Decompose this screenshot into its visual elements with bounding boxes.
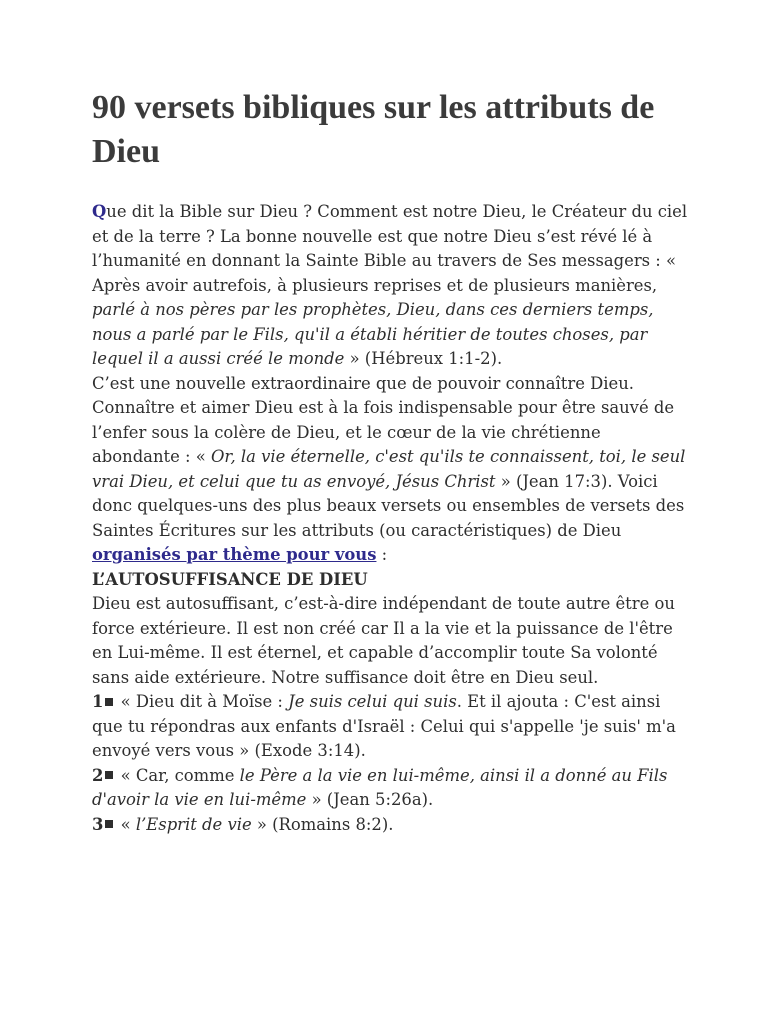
verse-post: » (Jean 5:26a).	[306, 790, 434, 809]
verse-number: 2	[92, 765, 104, 785]
verse-number: 3	[92, 814, 104, 834]
drop-cap: Q	[92, 202, 107, 221]
intro-text: ue dit la Bible sur Dieu ? Comment est notre Dieu, le Créateur du ciel et de la terre ? La bonne nouvelle est que notre Dieu s’est révé lé à l’humanité en donnant la Sainte Bible au travers de Ses messagers : « Après avoir autrefois, à plusieurs reprises et de plusieurs manières,	[92, 202, 688, 295]
black-square-icon	[105, 698, 113, 706]
second-quote: Or, la vie éternelle, c'est qu'ils te connaissent, toi, le seul vrai Dieu, et celui que tu as envoyé, Jésus Christ	[92, 447, 686, 491]
page-title: 90 versets bibliques sur les attributs de Dieu	[92, 89, 655, 170]
themes-link[interactable]: organisés par thème pour vous	[92, 545, 377, 564]
intro-reference: » (Hébreux 1:1-2).	[344, 349, 503, 368]
verse-pre: « Car, comme	[115, 765, 240, 785]
second-text: C’est une nouvelle extraordinaire que de pouvoir connaître Dieu. Connaître et aimer Dieu est à la fois indispensable pour être sauvé de l’enfer sous la colère de Dieu, et le cœur de la vie chrétienne abondante : «	[92, 373, 675, 466]
verse-number: 1	[92, 692, 104, 711]
intro-paragraph	[92, 200, 692, 372]
verse-item	[92, 813, 692, 838]
verse-quote: Je suis celui qui suis	[288, 692, 457, 711]
second-paragraph	[92, 372, 692, 568]
black-square-icon	[105, 820, 113, 828]
verse-item	[92, 764, 692, 813]
section-intro: Dieu est autosuffisant, c’est-à-dire indépendant de toute autre être ou force extérieure. Il est non créé car Il a la vie et la puissance de l'être en Lui-même. Il est éternel, et capable d’accomplir toute Sa volonté sans aide extérieure. Notre suffisance doit être en Dieu seul.	[92, 594, 675, 687]
verse-pre: «	[115, 814, 136, 834]
intro-quote: parlé à nos pères par les prophètes, Dieu, dans ces derniers temps, nous a parlé par le Fils, qu'il a établi héritier de toutes choses, par lequel il a aussi créé le monde	[92, 300, 654, 368]
verse-pre: « Dieu dit à Moïse :	[115, 692, 289, 711]
verse-quote: l’Esprit de vie	[135, 814, 252, 834]
second-colon: :	[376, 545, 388, 564]
section-heading: L’AUTOSUFFISANCE DE DIEU	[92, 569, 368, 589]
verse-item	[92, 690, 692, 764]
verse-post: . Et il ajouta : C'est ainsi que tu répondras aux enfants d'Israël : Celui qui s'appelle 'je suis' m'a envoyé vers vous » (Exode 3:14).	[92, 692, 676, 760]
verse-quote: le Père a la vie en lui-même, ainsi il a donné au Fils d'avoir la vie en lui-même	[92, 765, 668, 809]
verse-post: » (Romains 8:2).	[251, 814, 394, 834]
second-text-cont: » (Jean 17:3). Voici donc quelques-uns des plus beaux versets ou ensembles de versets des Saintes Écritures sur les attributs (ou caractéristiques) de Dieu	[92, 471, 685, 540]
article-body	[92, 200, 692, 837]
black-square-icon	[105, 771, 113, 779]
